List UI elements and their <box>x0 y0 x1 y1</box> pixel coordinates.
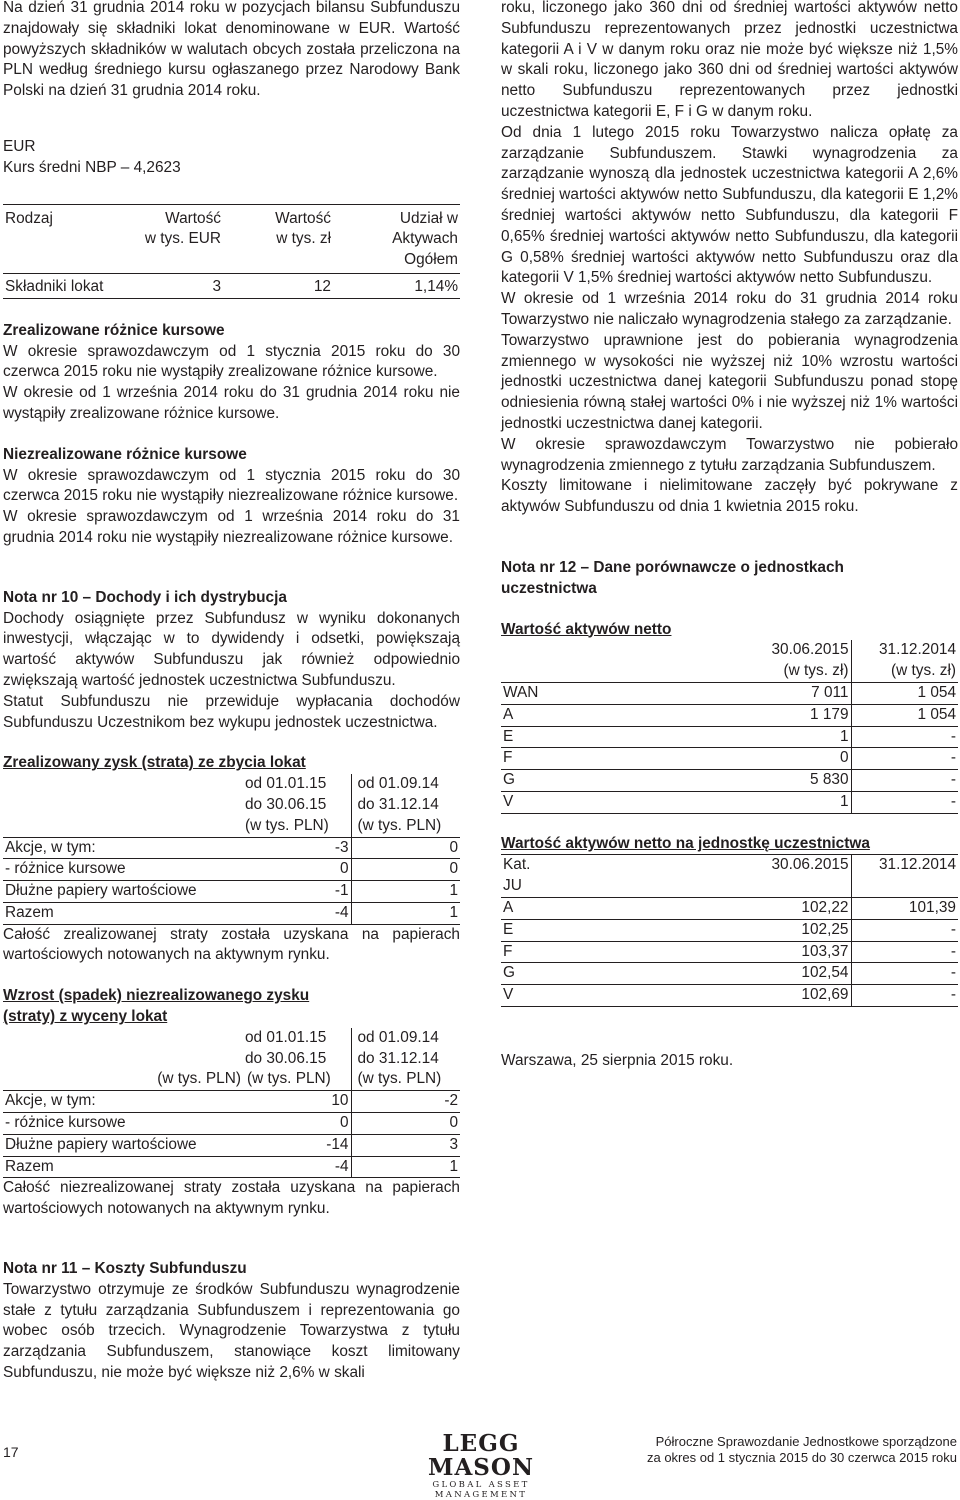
realized-fx-paragraph-1: W okresie sprawozdawczym od 1 stycznia 2015 roku do 30 czerwca 2015 roku nie wystąpiły zrealizowane różnice kursowe. <box>3 342 460 381</box>
place-date: Warszawa, 25 sierpnia 2015 roku. <box>501 1052 734 1070</box>
realized-gain-table <box>3 774 460 925</box>
table-row: A 102,22 101,39 <box>501 898 958 920</box>
table-row: G 5 830 - <box>501 770 958 792</box>
fx-table <box>3 204 460 299</box>
unrealized-col-a-1: od 01.01.15 <box>243 1028 351 1049</box>
nav-col-a-2: (w tys. zł) <box>741 661 851 682</box>
fx-col-eur-b: w tys. EUR <box>144 230 221 248</box>
navunit-col-b: 31.12.2014 <box>878 856 956 874</box>
fees-paragraph-2: Od dnia 1 lutego 2015 roku Towarzystwo nalicza opłatę za zarządzanie Subfunduszem. Stawki wynagrodzenia za zarządzanie wynoszą dla jednostek uczestnictwa kategorii A 2,6% średniej wartości aktywów netto Subfunduszu, dla kategorii E 1,2% średniej wartości aktywów netto Subfunduszu, dla kategorii F 0,65% średniej wartości aktywów netto Subfunduszu, dla kategorii G 0,58% średniej wartości aktywów netto Subfunduszu oraz dla kategorii V 1,5% średniej wartości aktywów netto Subfunduszu. <box>501 123 958 287</box>
note12-heading-2: uczestnictwa <box>501 579 597 597</box>
table-row: G 102,54 - <box>501 963 958 985</box>
unrealized-fx-paragraph-1: W okresie sprawozdawczym od 1 stycznia 2015 roku do 30 czerwca 2015 roku nie wystąpiły niezrealizowane różnice kursowe. <box>3 466 460 505</box>
note10-heading: Nota nr 10 – Dochody i ich dystrybucja <box>3 588 287 606</box>
currency-label: EUR <box>3 137 36 155</box>
page-number: 17 <box>3 1444 19 1460</box>
nav-col-b-1: 31.12.2014 <box>878 641 956 659</box>
note11-paragraph: Towarzystwo otrzymuje ze środków Subfunduszu wynagrodzenie stałe z tytułu zarządzania Subfunduszem i reprezentowania go wobec osób trzecich. Wynagrodzenie Towarzystwa z tytułu zarządzania Subfunduszem, stanowiące koszt limitowany Subfunduszu, nie może być większe niż 2,6% w skali <box>3 1280 460 1382</box>
unrealized-col-b-2: do 31.12.14 <box>357 1049 439 1067</box>
unrealized-gain-title-1: Wzrost (spadek) niezrealizowanego zysku <box>3 987 310 1005</box>
table-row: Akcje, w tym: -3 0 <box>3 837 460 859</box>
logo-main-text: LEGG MASON <box>428 1430 534 1481</box>
unrealized-fx-paragraph-2: W okresie sprawozdawczym od 1 września 2014 roku do 31 grudnia 2014 roku nie wystąpiły niezrealizowane różnice kursowe. <box>3 508 460 546</box>
fx-row-share: 1,14% <box>414 277 458 295</box>
note12-heading-1: Nota nr 12 – Dane porównawcze o jednostkach <box>501 558 844 576</box>
fx-row <box>3 273 460 298</box>
unrealized-gain-table <box>3 1028 460 1179</box>
fees-paragraph-4: Towarzystwo uprawnione jest do pobierania wynagrodzenia zmiennego w wysokości nie wyższej niż 10% wzrostu wartości jednostki uczestnictwa danej kategorii Subfunduszu ponad stopę odniesienia równą stałej wartości 0% i nie wyższej niż 1% wartości jednostki uczestnictwa danej kategorii. <box>501 331 958 432</box>
note10-paragraph-2: Statut Subfunduszu nie przewiduje wypłacania dochodów Subfunduszu Uczestnikom bez wykupu jednostek uczestnictwa. <box>3 692 460 731</box>
realized-col-a-2: do 30.06.15 <box>243 795 351 816</box>
nav-col-b-2: (w tys. zł) <box>851 661 958 682</box>
table-row: Dłużne papiery wartościowe -1 1 <box>3 881 460 903</box>
table-row: V 102,69 - <box>501 985 958 1007</box>
fx-col-eur-a: Wartość <box>165 209 221 227</box>
fees-paragraph-6: Koszty limitowane i nielimitowane zaczęły być pokrywane z aktywów Subfunduszu od dnia 1 kwietnia 2015 roku. <box>501 477 958 516</box>
navunit-table-title: Wartość aktywów netto na jednostkę uczestnictwa <box>501 834 870 852</box>
nav-table-title: Wartość aktywów netto <box>501 620 672 638</box>
fees-paragraph-5: W okresie sprawozdawczym Towarzystwo nie pobierało wynagrodzenia zmiennego z tytułu zarządzania Subfunduszem. <box>501 435 958 474</box>
fx-row-eur: 3 <box>212 277 221 295</box>
table-row: A 1 179 1 054 <box>501 704 958 726</box>
unrealized-col-a-3: (w tys. PLN) <box>243 1069 351 1090</box>
unrealized-fx-heading: Niezrealizowane różnice kursowe <box>3 445 247 463</box>
nav-col-a-1: 30.06.2015 <box>741 640 851 661</box>
right-column <box>501 0 958 1072</box>
nbp-rate-label: Kurs średni NBP – 4,2623 <box>3 158 181 176</box>
legg-mason-logo <box>396 1432 566 1500</box>
realized-col-a-3: (w tys. PLN) <box>243 816 351 837</box>
logo-sub-text: GLOBAL ASSET MANAGEMENT <box>432 1480 530 1500</box>
report-caption-line-2: za okres od 1 stycznia 2015 do 30 czerwca 2015 roku <box>646 1450 957 1465</box>
table-row: Razem -4 1 <box>3 902 460 924</box>
intro-paragraph: Na dzień 31 grudnia 2014 roku w pozycjach bilansu Subfunduszu znajdowały się składniki lokat denominowane w EUR. Wartość powyższych składników w walutach obcych została przeliczona na PLN według średniego kursu ogłaszanego przez Narodowy Bank Polski na dzień 31 grudnia 2014 roku. <box>3 0 460 100</box>
realized-gain-note: Całość zrealizowanej straty została uzyskana na papierach wartościowych notowanych na aktywnym rynku. <box>3 925 460 964</box>
realized-fx-heading: Zrealizowane różnice kursowe <box>3 321 225 339</box>
report-caption <box>647 1434 957 1466</box>
fx-col-type: Rodzaj <box>5 209 53 227</box>
fx-col-share-a: Udział w <box>399 209 458 227</box>
navunit-col-cat-2: JU <box>501 876 741 897</box>
table-row: - różnice kursowe 0 0 <box>3 859 460 881</box>
table-row: WAN 7 011 1 054 <box>501 682 958 704</box>
left-column <box>3 0 460 1384</box>
fx-col-share-b: Aktywach <box>392 230 458 248</box>
note11-heading: Nota nr 11 – Koszty Subfunduszu <box>3 1260 247 1278</box>
unrealized-col-b-1: od 01.09.14 <box>357 1028 439 1046</box>
nav-table <box>501 640 958 813</box>
page-footer <box>0 1430 960 1500</box>
fx-col-share-c: Ogółem <box>404 251 458 269</box>
realized-gain-title: Zrealizowany zysk (strata) ze zbycia lokat <box>3 754 306 772</box>
realized-col-b-2: do 31.12.14 <box>357 795 439 813</box>
realized-col-b-1: od 01.09.14 <box>357 775 439 793</box>
navunit-col-a: 30.06.2015 <box>741 855 851 876</box>
fx-col-pln-b: w tys. zł <box>276 230 331 248</box>
navunit-table <box>501 854 958 1007</box>
note10-paragraph-1: Dochody osiągnięte przez Subfundusz w wyniku dokonanych inwestycji, włączając w to dywidendy i odsetki, powiększają wartość aktywów Subfunduszu jak również odpowiednio zwiększają wartość jednostek uczestnictwa Subfunduszu. <box>3 609 460 689</box>
fx-row-pln: 12 <box>313 277 331 295</box>
table-row: F 103,37 - <box>501 941 958 963</box>
unrealized-gain-note: Całość niezrealizowanej straty została uzyskana na papierach wartościowych notowanych na aktywnym rynku. <box>3 1179 460 1218</box>
navunit-col-cat: Kat. <box>503 856 531 874</box>
table-row: E 102,25 - <box>501 919 958 941</box>
fx-row-name: Składniki lokat <box>5 277 104 295</box>
realized-col-a-1: od 01.01.15 <box>243 774 351 795</box>
unrealized-gain-title-2: (straty) z wyceny lokat <box>3 1008 168 1026</box>
fees-paragraph-1: roku, liczonego jako 360 dni od średniej wartości aktywów netto Subfunduszu reprezentowanych przez jednostki uczestnictwa kategorii A i V w danym roku oraz nie może być większe niż 1,5% w skali roku, liczonego jako 360 dni od średniej wartości aktywów netto Subfunduszu reprezentowanych przez jednostki uczestnictwa kategorii E, F i G w danym roku. <box>501 0 958 120</box>
fx-col-pln-a: Wartość <box>275 209 331 227</box>
realized-col-b-3: (w tys. PLN) <box>351 816 460 837</box>
realized-fx-paragraph-2: W okresie od 1 września 2014 roku do 31 grudnia 2014 roku nie wystąpiły zrealizowane różnice kursowe. <box>3 384 460 422</box>
table-row: F 0 - <box>501 748 958 770</box>
unrealized-col-a-2: do 30.06.15 <box>243 1049 351 1070</box>
table-row: Akcje, w tym: 10 -2 <box>3 1091 460 1113</box>
unrealized-col-b-3: (w tys. PLN) <box>351 1069 460 1090</box>
table-row: - różnice kursowe 0 0 <box>3 1113 460 1135</box>
table-row: V 1 - <box>501 791 958 813</box>
report-caption-line-1: Półroczne Sprawozdanie Jednostkowe sporządzone <box>655 1434 957 1449</box>
table-row: Dłużne papiery wartościowe -14 3 <box>3 1134 460 1156</box>
table-row: Razem -4 1 <box>3 1156 460 1178</box>
unrealized-col-unit: (w tys. PLN) <box>133 1069 243 1090</box>
fees-paragraph-3: W okresie od 1 września 2014 roku do 31 grudnia 2014 roku Towarzystwo nie naliczało wynagrodzenia stałego za zarządzanie. <box>501 290 958 328</box>
table-row: E 1 - <box>501 726 958 748</box>
